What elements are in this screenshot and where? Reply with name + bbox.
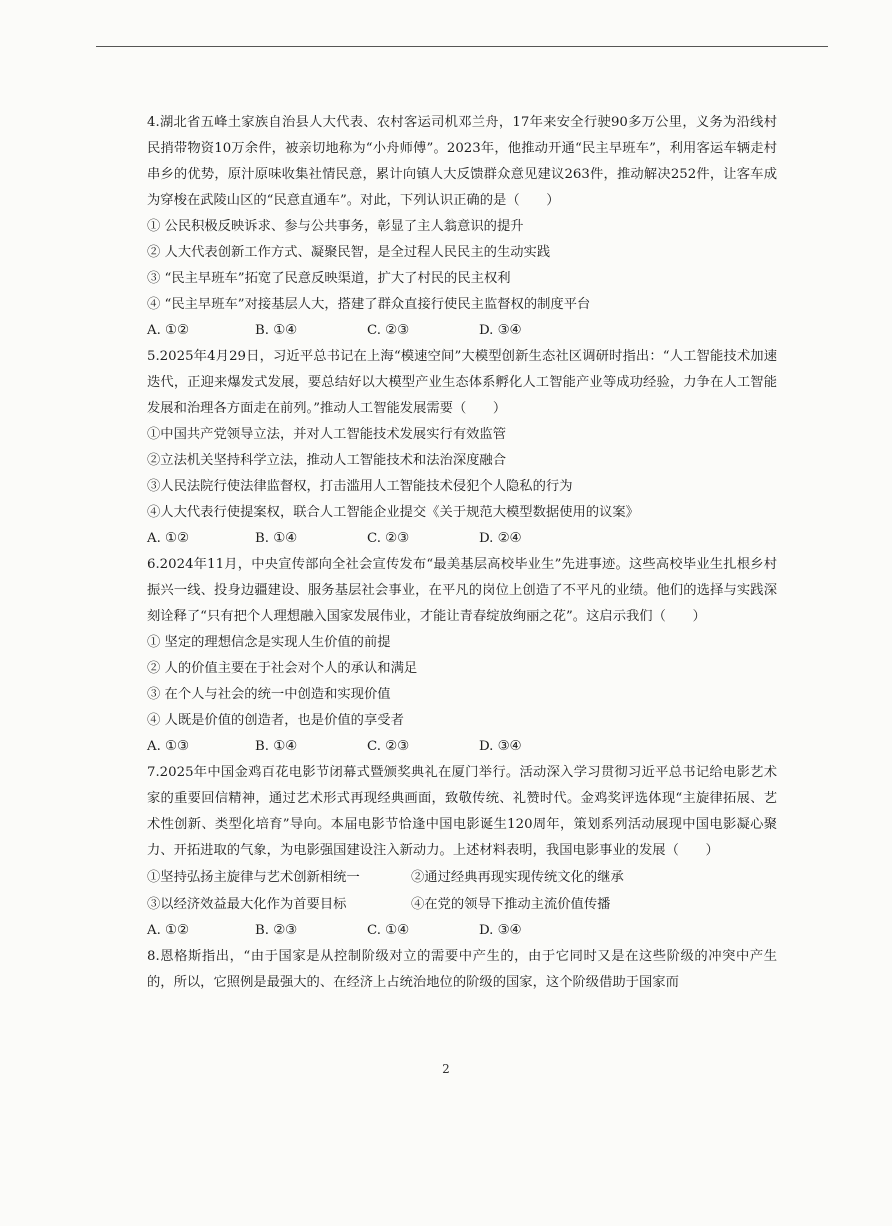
header-rule	[96, 46, 828, 47]
answer-a: A. ①②	[147, 323, 189, 338]
question-4-option-4: ④ “民主早班车”对接基层人大，搭建了群众直接行使民主监督权的制度平台	[147, 297, 591, 312]
question-4-option-3: ③ “民主早班车”拓宽了民意反映渠道，扩大了村民的民主权利	[147, 271, 511, 286]
question-4-option-2: ② 人大代表创新工作方式、凝聚民智，是全过程人民民主的生动实践	[147, 245, 551, 260]
answer-c: C. ②③	[367, 323, 409, 338]
answer-c: C. ①④	[367, 923, 409, 938]
question-6-stem: 6.2024年11月，中央宣传部向全社会宣传发布“最美基层高校毕业生”先进事迹。这些高校毕业生扎根乡村振兴一线、投身边疆建设、服务基层社会事业，在平凡的岗位上创造了不平凡的业绩。他们的选择与实践深刻诠释了“只有把个人理想融入国家发展伟业，才能让青春绽放绚丽之花”。这启示我们（ ）	[147, 557, 777, 624]
exam-page-body	[147, 110, 777, 996]
question-8	[147, 944, 777, 996]
answer-b: B. ①④	[255, 323, 298, 338]
page-number: 2	[442, 1062, 450, 1076]
question-5-option-2: ②立法机关坚持科学立法，推动人工智能技术和法治深度融合	[147, 453, 507, 468]
answer-a: A. ①③	[147, 739, 189, 754]
answer-a: A. ①②	[147, 923, 189, 938]
question-6-answers	[147, 734, 777, 760]
question-7-options-row-2	[147, 891, 777, 918]
question-7-option-1: ①坚持弘扬主旋律与艺术创新相统一	[147, 870, 360, 885]
answer-d: D. ③④	[479, 739, 522, 754]
question-7	[147, 760, 777, 944]
question-6-option-2: ② 人的价值主要在于社会对个人的承认和满足	[147, 661, 418, 676]
question-6-option-3: ③ 在个人与社会的统一中创造和实现价值	[147, 687, 391, 702]
question-7-option-3: ③以经济效益最大化作为首要目标	[147, 897, 347, 912]
answer-a: A. ①②	[147, 531, 189, 546]
answer-c: C. ②③	[367, 531, 409, 546]
question-5-stem: 5.2025年4月29日，习近平总书记在上海“模速空间”大模型创新生态社区调研时指出：“人工智能技术加速迭代，正迎来爆发式发展，要总结好以大模型产业生态体系孵化人工智能产业等成功经验，力争在人工智能发展和治理各方面走在前列。”推动人工智能发展需要（ ）	[147, 349, 777, 416]
question-7-options-row-1	[147, 864, 777, 891]
question-7-answers	[147, 918, 777, 944]
question-4-stem: 4.湖北省五峰土家族自治县人大代表、农村客运司机邓兰舟，17年来安全行驶90多万公里，义务为沿线村民捎带物资10万余件，被亲切地称为“小舟师傅”。2023年，他推动开通“民主早班车”，利用客运车辆走村串乡的优势，原汁原味收集社情民意，累计向镇人大反馈群众意见建议263件，推动解决252件，让客车成为穿梭在武陵山区的“民意直通车”。对此，下列认识正确的是（ ）	[147, 115, 777, 208]
question-7-option-4: ④在党的领导下推动主流价值传播	[411, 897, 611, 912]
question-6-option-1: ① 坚定的理想信念是实现人生价值的前提	[147, 635, 391, 650]
answer-b: B. ①④	[255, 531, 298, 546]
question-6-option-4: ④ 人既是价值的创造者，也是价值的享受者	[147, 713, 404, 728]
question-7-option-2: ②通过经典再现实现传统文化的继承	[411, 870, 624, 885]
question-5-option-3: ③人民法院行使法律监督权，打击滥用人工智能技术侵犯个人隐私的行为	[147, 479, 573, 494]
question-5	[147, 344, 777, 552]
answer-d: D. ③④	[479, 323, 522, 338]
answer-d: D. ②④	[479, 531, 522, 546]
answer-c: C. ②③	[367, 739, 409, 754]
question-5-answers	[147, 526, 777, 552]
question-4	[147, 110, 777, 344]
answer-d: D. ③④	[479, 923, 522, 938]
answer-b: B. ①④	[255, 739, 298, 754]
question-7-stem: 7.2025年中国金鸡百花电影节闭幕式暨颁奖典礼在厦门举行。活动深入学习贯彻习近平总书记给电影艺术家的重要回信精神，通过艺术形式再现经典画面，致敬传统、礼赞时代。金鸡奖评选体现“主旋律拓展、艺术性创新、类型化培育”导向。本届电影节恰逢中国电影诞生120周年，策划系列活动展现中国电影凝心聚力、开拓进取的气象，为电影强国建设注入新动力。上述材料表明，我国电影事业的发展（ ）	[147, 765, 777, 858]
question-5-option-1: ①中国共产党领导立法，并对人工智能技术发展实行有效监管	[147, 427, 507, 442]
question-4-option-1: ① 公民积极反映诉求、参与公共事务，彰显了主人翁意识的提升	[147, 219, 524, 234]
question-4-answers	[147, 318, 777, 344]
question-5-option-4: ④人大代表行使提案权，联合人工智能企业提交《关于规范大模型数据使用的议案》	[147, 505, 639, 520]
question-8-stem: 8.恩格斯指出，“由于国家是从控制阶级对立的需要中产生的，由于它同时又是在这些阶级的冲突中产生的，所以，它照例是最强大的、在经济上占统治地位的阶级的国家，这个阶级借助于国家而	[147, 949, 777, 990]
answer-b: B. ②③	[255, 923, 298, 938]
question-6	[147, 552, 777, 760]
